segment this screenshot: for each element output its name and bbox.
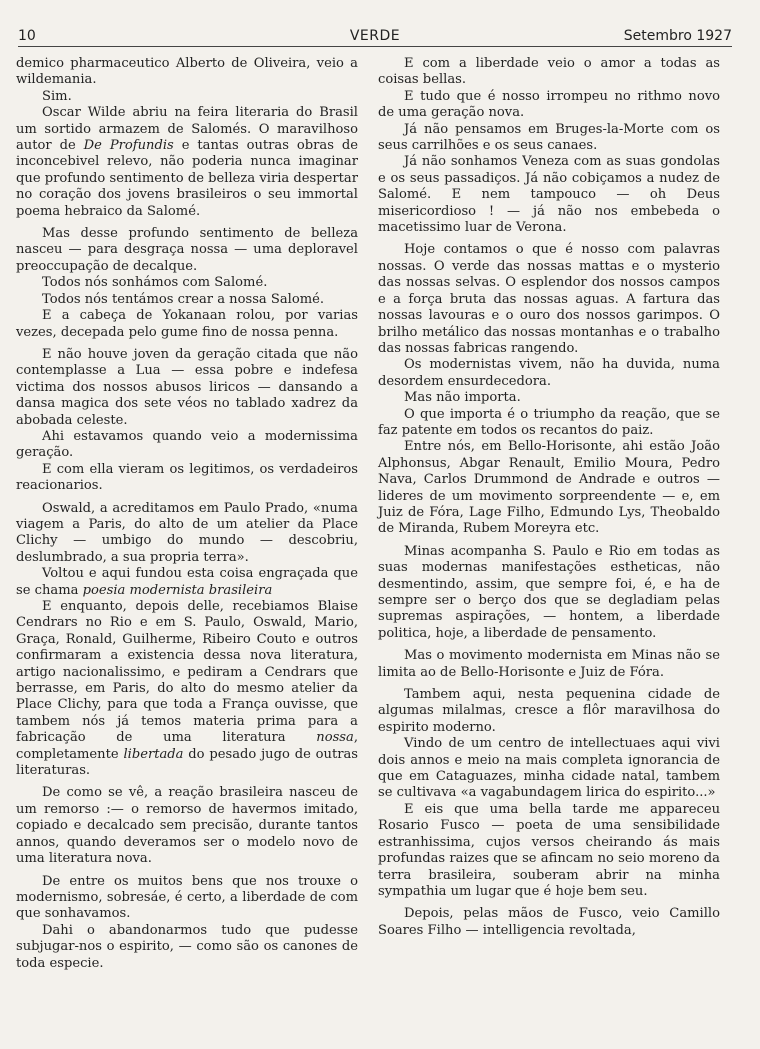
book-title: De Profundis: [83, 138, 174, 154]
paragraph: Ahi estavamos quando veio a modernissima geração.: [16, 428, 358, 461]
paragraph: Todos nós tentámos crear a nossa Salomé.: [42, 291, 325, 307]
paragraph: Vindo de um centro de intellectuaes aqui vivi dois annos e meio na mais completa ignorancia de que em Cataguazes, minha cidade natal, tambem se cultivava «a vagabundagem lirica do espirito...»: [378, 736, 720, 801]
issue-date: Setembro 1927: [623, 28, 732, 44]
paragraph: Hoje contamos o que é nosso com palavras nossas. O verde das nossas mattas e o mysterio das nossas selvas. O esplendor dos nossos campos e a força bruta das nossas aguas. A fartura das nossas lavouras e o ouro dos nossos garimpos. O brilho metálico das nossas montanhas e o trabalho das nossas fabricas rangendo.: [378, 242, 720, 356]
paragraph: [16, 566, 358, 599]
paragraph: Mas não importa.: [404, 390, 521, 406]
paragraph: E não houve joven da geração citada que não contemplasse a Lua — essa pobre e indefesa victima dos nossos abusos liricos — dansando a dansa magica dos sete véos no tablado xadrez da abobada celeste.: [16, 346, 358, 428]
paragraph-text: e tantas outras obras de inconcebivel relevo, não poderia nunca imaginar que profundo sentimento de belleza viria despertar no coração dos jovens brasileiros o seu immortal poema hebraico da Salomé.: [16, 138, 358, 219]
page-number: 10: [18, 28, 36, 44]
paragraph: demico pharmaceutico Alberto de Oliveira, veio a wildemania.: [16, 56, 358, 88]
paragraph: Os modernistas vivem, não ha duvida, numa desordem ensurdecedora.: [378, 357, 720, 389]
paragraph: [16, 105, 358, 220]
magazine-title: VERDE: [349, 28, 401, 44]
paragraph-text: , completamente: [16, 730, 358, 762]
paragraph-text: Oscar Wilde abriu na feira literaria do Brasil um sortido armazem de Salomés. O maravilhoso autor de: [16, 105, 358, 154]
paragraph: E tudo que é nosso irrompeu no rithmo novo de uma geração nova.: [378, 88, 720, 121]
paragraph: Entre nós, em Bello-Horisonte, ahi estão João Alphonsus, Abgar Renault, Emilio Moura, Pedro Nava, Carlos Drummond de Andrade e outros — lideres de um movimento sorpreendente — e, em Juiz de Fóra, Lage Filho, Edmundo Lys, Theobaldo de Miranda, Rubem Moreyra etc.: [378, 439, 720, 537]
paragraph: Todos nós sonhámos com Salomé.: [42, 275, 268, 291]
paragraph: Mas o movimento modernista em Minas não se limita ao de Bello-Horisonte e Juiz de Fóra.: [378, 648, 720, 680]
paragraph: Oswald, a acreditamos em Paulo Prado, «numa viagem a Paris, do alto de um atelier da Place Clichy — umbigo do mundo — descobriu, deslumbrado, a sua propria terra».: [16, 500, 358, 565]
paragraph: Sim.: [42, 88, 72, 104]
paragraph: E com a liberdade veio o amor a todas as coisas bellas.: [378, 56, 720, 88]
paragraph: De entre os muitos bens que nos trouxe o modernismo, sobresáe, é certo, a liberdade de com que sonhavamos.: [16, 873, 358, 922]
italic-word: nossa: [316, 730, 354, 746]
italic-phrase: poesia modernista brasileira: [82, 582, 273, 598]
paragraph-text: do pesado jugo de outras literaturas.: [16, 746, 359, 779]
left-column: [16, 56, 358, 972]
paragraph-text: E enquanto, depois delle, recebiamos Blaise Cendrars no Rio e em S. Paulo, Oswald, Mario, Graça, Ronald, Guilherme, Ribeiro Couto e outros confirmaram a existencia dessa nova literatura, artigo nacionalissimo, e pediram a Cendrars que berrasse, em Paris, do alto do mesmo atelier da Place Clichy, para que toda a França ouvisse, que tambem nós já temos materia prima para a fabricação de uma literatura: [16, 599, 358, 746]
paragraph: E eis que uma bella tarde me appareceu Rosario Fusco — poeta de uma sensibilidade estranhissima, cujos versos cheirando ás mais profundas raizes que se afincam no seio moreno da terra brasileira, souberam abrir na minha sympathia um lugar que é hoje bem seu.: [378, 801, 720, 899]
paragraph: E a cabeça de Yokanaan rolou, por varias vezes, decepada pelo gume fino de nossa penna.: [16, 308, 358, 340]
paragraph: Já não sonhamos Veneza com as suas gondolas e os seus passadiços. Já não cobiçamos a nudez de Salomé. E nem tampouco — oh Deus misericordioso ! — já não nos embebeda o macetissimo luar de Verona.: [378, 154, 720, 236]
paragraph: E com ella vieram os legitimos, os verdadeiros reacionarios.: [16, 461, 358, 494]
paragraph: O que importa é o triumpho da reação, que se faz patente em todos os recantos do paiz.: [378, 406, 720, 438]
right-column: [378, 56, 720, 939]
paragraph: Tambem aqui, nesta pequenina cidade de algumas milalmas, cresce a flôr maravilhosa do espirito moderno.: [378, 687, 720, 735]
paragraph: Minas acompanha S. Paulo e Rio em todas as suas modernas manifestações estheticas, não desmentindo, assim, que sempre foi, é, e ha de sempre ser o berço dos que se degladiam pelas supremas aspirações, — hontem, a liberdade politica, hoje, a liberdade de pensamento.: [378, 543, 720, 641]
paragraph: Já não pensamos em Bruges-la-Morte com os seus carrilhões e os seus canaes.: [378, 121, 720, 154]
paragraph: Dahi o abandonarmos tudo que pudesse subjugar-nos o espirito, — como são os canones de toda especie.: [16, 922, 358, 971]
paragraph: Mas desse profundo sentimento de belleza nasceu — para desgraça nossa — uma deploravel preoccupação de decalque.: [16, 226, 358, 274]
paragraph: De como se vê, a reação brasileira nasceu de um remorso :— o remorso de havermos imitado, copiado e decalcado sem precisão, durante tantos annos, quando deveramos ser o modelo novo de uma literatura nova.: [16, 785, 358, 867]
page-header: [18, 24, 732, 47]
italic-word: libertada: [123, 746, 184, 762]
paragraph-text: Voltou e aqui fundou esta coisa engraçada que se chama: [16, 566, 358, 598]
paragraph: Depois, pelas mãos de Fusco, veio Camillo Soares Filho — intelligencia revoltada,: [378, 906, 720, 938]
paragraph: [16, 599, 358, 779]
